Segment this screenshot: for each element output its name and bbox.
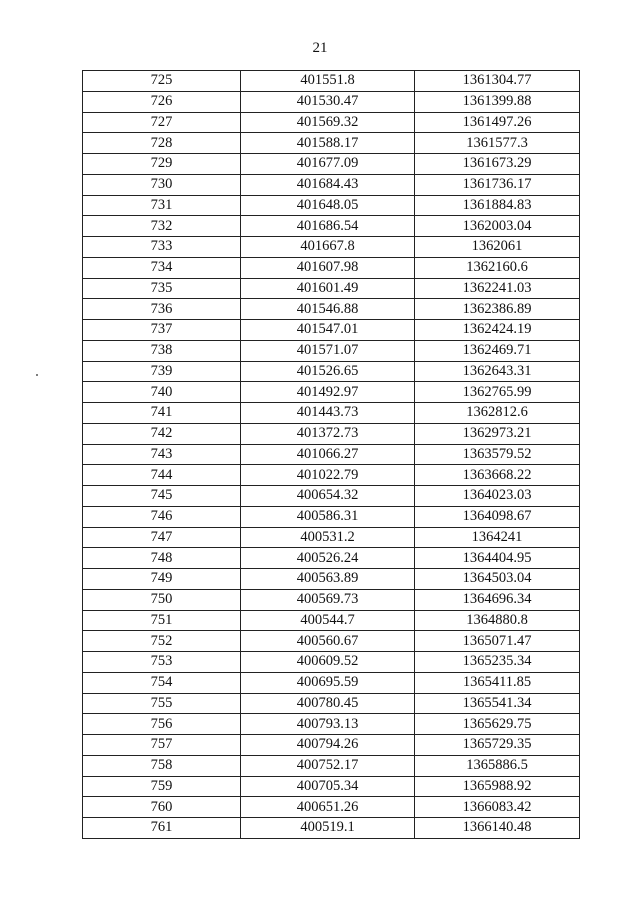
table-row bbox=[83, 154, 580, 175]
table-row bbox=[83, 216, 580, 237]
x-coordinate-cell: 401530.47 bbox=[241, 91, 415, 112]
coordinate-table bbox=[82, 70, 580, 839]
y-coordinate-cell: 1362003.04 bbox=[415, 216, 580, 237]
table-row bbox=[83, 444, 580, 465]
x-coordinate-cell: 400793.13 bbox=[241, 714, 415, 735]
point-number-cell: 730 bbox=[83, 174, 241, 195]
table-row bbox=[83, 403, 580, 424]
x-coordinate-cell: 400651.26 bbox=[241, 797, 415, 818]
y-coordinate-cell: 1365071.47 bbox=[415, 631, 580, 652]
x-coordinate-cell: 401588.17 bbox=[241, 133, 415, 154]
point-number-cell: 761 bbox=[83, 818, 241, 839]
point-number-cell: 732 bbox=[83, 216, 241, 237]
table-row bbox=[83, 174, 580, 195]
x-coordinate-cell: 401551.8 bbox=[241, 71, 415, 92]
x-coordinate-cell: 400560.67 bbox=[241, 631, 415, 652]
x-coordinate-cell: 400705.34 bbox=[241, 776, 415, 797]
point-number-cell: 725 bbox=[83, 71, 241, 92]
table-row bbox=[83, 610, 580, 631]
point-number-cell: 752 bbox=[83, 631, 241, 652]
y-coordinate-cell: 1365411.85 bbox=[415, 672, 580, 693]
y-coordinate-cell: 1365541.34 bbox=[415, 693, 580, 714]
table-row bbox=[83, 693, 580, 714]
y-coordinate-cell: 1365886.5 bbox=[415, 755, 580, 776]
point-number-cell: 726 bbox=[83, 91, 241, 112]
table-row bbox=[83, 299, 580, 320]
y-coordinate-cell: 1364880.8 bbox=[415, 610, 580, 631]
x-coordinate-cell: 401684.43 bbox=[241, 174, 415, 195]
table-row bbox=[83, 818, 580, 839]
y-coordinate-cell: 1362061 bbox=[415, 237, 580, 258]
table-row bbox=[83, 714, 580, 735]
point-number-cell: 738 bbox=[83, 340, 241, 361]
point-number-cell: 743 bbox=[83, 444, 241, 465]
point-number-cell: 745 bbox=[83, 486, 241, 507]
point-number-cell: 760 bbox=[83, 797, 241, 818]
y-coordinate-cell: 1362160.6 bbox=[415, 257, 580, 278]
x-coordinate-cell: 400569.73 bbox=[241, 589, 415, 610]
x-coordinate-cell: 401686.54 bbox=[241, 216, 415, 237]
table-row bbox=[83, 133, 580, 154]
x-coordinate-cell: 400531.2 bbox=[241, 527, 415, 548]
x-coordinate-cell: 400526.24 bbox=[241, 548, 415, 569]
point-number-cell: 742 bbox=[83, 423, 241, 444]
table-row bbox=[83, 506, 580, 527]
y-coordinate-cell: 1362643.31 bbox=[415, 361, 580, 382]
x-coordinate-cell: 401526.65 bbox=[241, 361, 415, 382]
x-coordinate-cell: 400794.26 bbox=[241, 735, 415, 756]
y-coordinate-cell: 1363668.22 bbox=[415, 465, 580, 486]
point-number-cell: 740 bbox=[83, 382, 241, 403]
table-row bbox=[83, 382, 580, 403]
y-coordinate-cell: 1362469.71 bbox=[415, 340, 580, 361]
y-coordinate-cell: 1362386.89 bbox=[415, 299, 580, 320]
table-row bbox=[83, 320, 580, 341]
y-coordinate-cell: 1361884.83 bbox=[415, 195, 580, 216]
x-coordinate-cell: 401066.27 bbox=[241, 444, 415, 465]
table-row bbox=[83, 527, 580, 548]
x-coordinate-cell: 401601.49 bbox=[241, 278, 415, 299]
point-number-cell: 737 bbox=[83, 320, 241, 341]
y-coordinate-cell: 1365988.92 bbox=[415, 776, 580, 797]
x-coordinate-cell: 401022.79 bbox=[241, 465, 415, 486]
coordinate-table-body bbox=[83, 71, 580, 839]
point-number-cell: 748 bbox=[83, 548, 241, 569]
scan-speck bbox=[36, 374, 38, 376]
table-row bbox=[83, 652, 580, 673]
point-number-cell: 751 bbox=[83, 610, 241, 631]
point-number-cell: 750 bbox=[83, 589, 241, 610]
y-coordinate-cell: 1362812.6 bbox=[415, 403, 580, 424]
x-coordinate-cell: 401492.97 bbox=[241, 382, 415, 403]
y-coordinate-cell: 1361497.26 bbox=[415, 112, 580, 133]
x-coordinate-cell: 401677.09 bbox=[241, 154, 415, 175]
x-coordinate-cell: 401569.32 bbox=[241, 112, 415, 133]
table-row bbox=[83, 672, 580, 693]
point-number-cell: 744 bbox=[83, 465, 241, 486]
x-coordinate-cell: 401546.88 bbox=[241, 299, 415, 320]
point-number-cell: 753 bbox=[83, 652, 241, 673]
point-number-cell: 747 bbox=[83, 527, 241, 548]
x-coordinate-cell: 400586.31 bbox=[241, 506, 415, 527]
x-coordinate-cell: 401372.73 bbox=[241, 423, 415, 444]
table-row bbox=[83, 776, 580, 797]
table-row bbox=[83, 257, 580, 278]
y-coordinate-cell: 1366083.42 bbox=[415, 797, 580, 818]
table-row bbox=[83, 91, 580, 112]
point-number-cell: 739 bbox=[83, 361, 241, 382]
x-coordinate-cell: 401547.01 bbox=[241, 320, 415, 341]
y-coordinate-cell: 1365235.34 bbox=[415, 652, 580, 673]
point-number-cell: 746 bbox=[83, 506, 241, 527]
x-coordinate-cell: 400752.17 bbox=[241, 755, 415, 776]
point-number-cell: 758 bbox=[83, 755, 241, 776]
point-number-cell: 733 bbox=[83, 237, 241, 258]
y-coordinate-cell: 1361577.3 bbox=[415, 133, 580, 154]
y-coordinate-cell: 1361736.17 bbox=[415, 174, 580, 195]
y-coordinate-cell: 1361673.29 bbox=[415, 154, 580, 175]
point-number-cell: 729 bbox=[83, 154, 241, 175]
point-number-cell: 756 bbox=[83, 714, 241, 735]
y-coordinate-cell: 1362973.21 bbox=[415, 423, 580, 444]
table-row bbox=[83, 340, 580, 361]
point-number-cell: 757 bbox=[83, 735, 241, 756]
point-number-cell: 749 bbox=[83, 569, 241, 590]
x-coordinate-cell: 400780.45 bbox=[241, 693, 415, 714]
x-coordinate-cell: 400519.1 bbox=[241, 818, 415, 839]
y-coordinate-cell: 1365629.75 bbox=[415, 714, 580, 735]
y-coordinate-cell: 1362241.03 bbox=[415, 278, 580, 299]
page-number: 21 bbox=[312, 40, 328, 56]
point-number-cell: 759 bbox=[83, 776, 241, 797]
x-coordinate-cell: 400544.7 bbox=[241, 610, 415, 631]
table-row bbox=[83, 71, 580, 92]
point-number-cell: 755 bbox=[83, 693, 241, 714]
point-number-cell: 735 bbox=[83, 278, 241, 299]
table-row bbox=[83, 589, 580, 610]
table-row bbox=[83, 486, 580, 507]
table-row bbox=[83, 569, 580, 590]
point-number-cell: 731 bbox=[83, 195, 241, 216]
table-row bbox=[83, 278, 580, 299]
table-row bbox=[83, 797, 580, 818]
y-coordinate-cell: 1361399.88 bbox=[415, 91, 580, 112]
table-row bbox=[83, 735, 580, 756]
point-number-cell: 736 bbox=[83, 299, 241, 320]
y-coordinate-cell: 1363579.52 bbox=[415, 444, 580, 465]
y-coordinate-cell: 1364696.34 bbox=[415, 589, 580, 610]
x-coordinate-cell: 401571.07 bbox=[241, 340, 415, 361]
y-coordinate-cell: 1362765.99 bbox=[415, 382, 580, 403]
y-coordinate-cell: 1361304.77 bbox=[415, 71, 580, 92]
y-coordinate-cell: 1365729.35 bbox=[415, 735, 580, 756]
table-row bbox=[83, 361, 580, 382]
x-coordinate-cell: 401607.98 bbox=[241, 257, 415, 278]
y-coordinate-cell: 1364241 bbox=[415, 527, 580, 548]
point-number-cell: 741 bbox=[83, 403, 241, 424]
x-coordinate-cell: 400609.52 bbox=[241, 652, 415, 673]
y-coordinate-cell: 1362424.19 bbox=[415, 320, 580, 341]
y-coordinate-cell: 1364503.04 bbox=[415, 569, 580, 590]
table-row bbox=[83, 112, 580, 133]
table-row bbox=[83, 237, 580, 258]
table-row bbox=[83, 631, 580, 652]
x-coordinate-cell: 400563.89 bbox=[241, 569, 415, 590]
x-coordinate-cell: 401648.05 bbox=[241, 195, 415, 216]
point-number-cell: 728 bbox=[83, 133, 241, 154]
x-coordinate-cell: 401443.73 bbox=[241, 403, 415, 424]
x-coordinate-cell: 400654.32 bbox=[241, 486, 415, 507]
point-number-cell: 727 bbox=[83, 112, 241, 133]
x-coordinate-cell: 400695.59 bbox=[241, 672, 415, 693]
point-number-cell: 754 bbox=[83, 672, 241, 693]
y-coordinate-cell: 1364023.03 bbox=[415, 486, 580, 507]
y-coordinate-cell: 1364404.95 bbox=[415, 548, 580, 569]
x-coordinate-cell: 401667.8 bbox=[241, 237, 415, 258]
table-row bbox=[83, 465, 580, 486]
table-row bbox=[83, 548, 580, 569]
table-row bbox=[83, 755, 580, 776]
table-row bbox=[83, 423, 580, 444]
point-number-cell: 734 bbox=[83, 257, 241, 278]
y-coordinate-cell: 1364098.67 bbox=[415, 506, 580, 527]
y-coordinate-cell: 1366140.48 bbox=[415, 818, 580, 839]
table-row bbox=[83, 195, 580, 216]
